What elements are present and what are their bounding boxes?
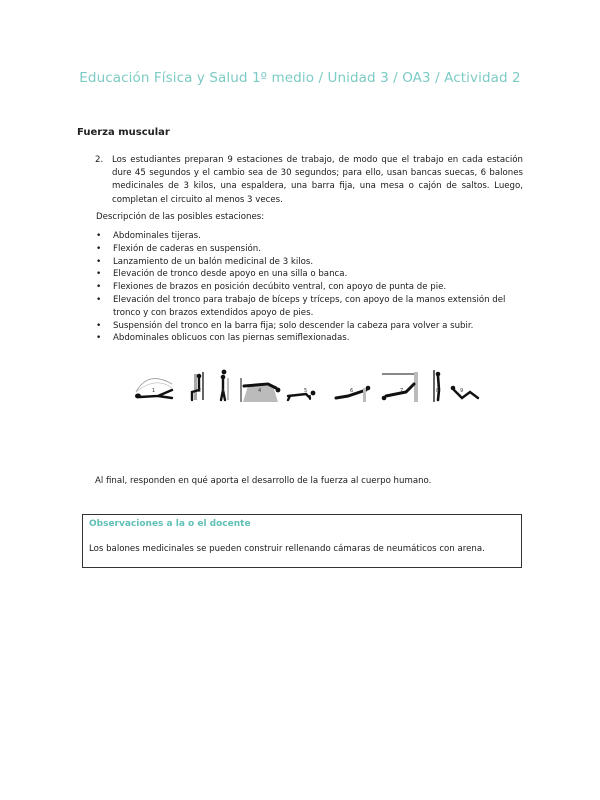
list-item: • Flexión de caderas en suspensión. [95,243,525,256]
figure-number: 3 [221,388,225,394]
list-item: • Elevación de tronco desde apoyo en una silla o banca. [95,268,525,281]
figure-number: 2 [198,388,202,394]
item-text: Los estudiantes preparan 9 estaciones de trabajo, de modo que el trabajo en cada estación dure 45 segundos y el cambio sea de 30 segundos; para ello, usan bancas suecas, 6 balones medicinales de 3 kilos, una espaldera, una barra fija, una mesa o cajón de saltos. Luego, completan el circuito al menos 3 veces. [112,155,523,205]
figure-number: 7 [400,388,404,394]
figure-number: 4 [258,388,262,394]
list-item: • Abdominales tijeras. [95,230,525,243]
observations-title: Observaciones a la o el docente [89,519,251,529]
description-label: Descripción de las posibles estaciones: [96,212,265,222]
figure-number: 1 [152,388,156,394]
list-item: • Elevación del tronco para trabajo de bíceps y tríceps, con apoyo de la manos extensión del tronco y con brazos extendidos apoyo de pies. [95,294,525,320]
observations-text: Los balones medicinales se pueden construir rellenando cámaras de neumáticos con arena. [89,544,485,554]
list-item: • Abdominales oblicuos con las piernas semiflexionadas. [95,332,525,345]
figure-number: 9 [460,388,464,394]
stations-list [95,230,525,345]
figure-number: 6 [350,388,354,394]
final-paragraph: Al final, responden en qué aporta el desarrollo de la fuerza al cuerpo humano. [95,476,432,486]
page-header-title: Educación Física y Salud 1º medio / Unidad 3 / OA3 / Actividad 2 [79,70,521,86]
list-item: • Suspensión del tronco en la barra fija; solo descender la cabeza para volver a subir. [95,320,525,333]
item-number: 2. [95,155,104,165]
figure-number: 8 [436,388,440,394]
figure-number-labels [128,388,488,400]
list-item: • Lanzamiento de un balón medicinal de 3 kilos. [95,256,525,269]
figure-number: 5 [304,388,308,394]
teacher-observations-box [82,514,522,568]
section-title: Fuerza muscular [77,127,170,138]
numbered-paragraph [95,154,523,207]
list-item: • Flexiones de brazos en posición decúbito ventral, con apoyo de punta de pie. [95,281,525,294]
